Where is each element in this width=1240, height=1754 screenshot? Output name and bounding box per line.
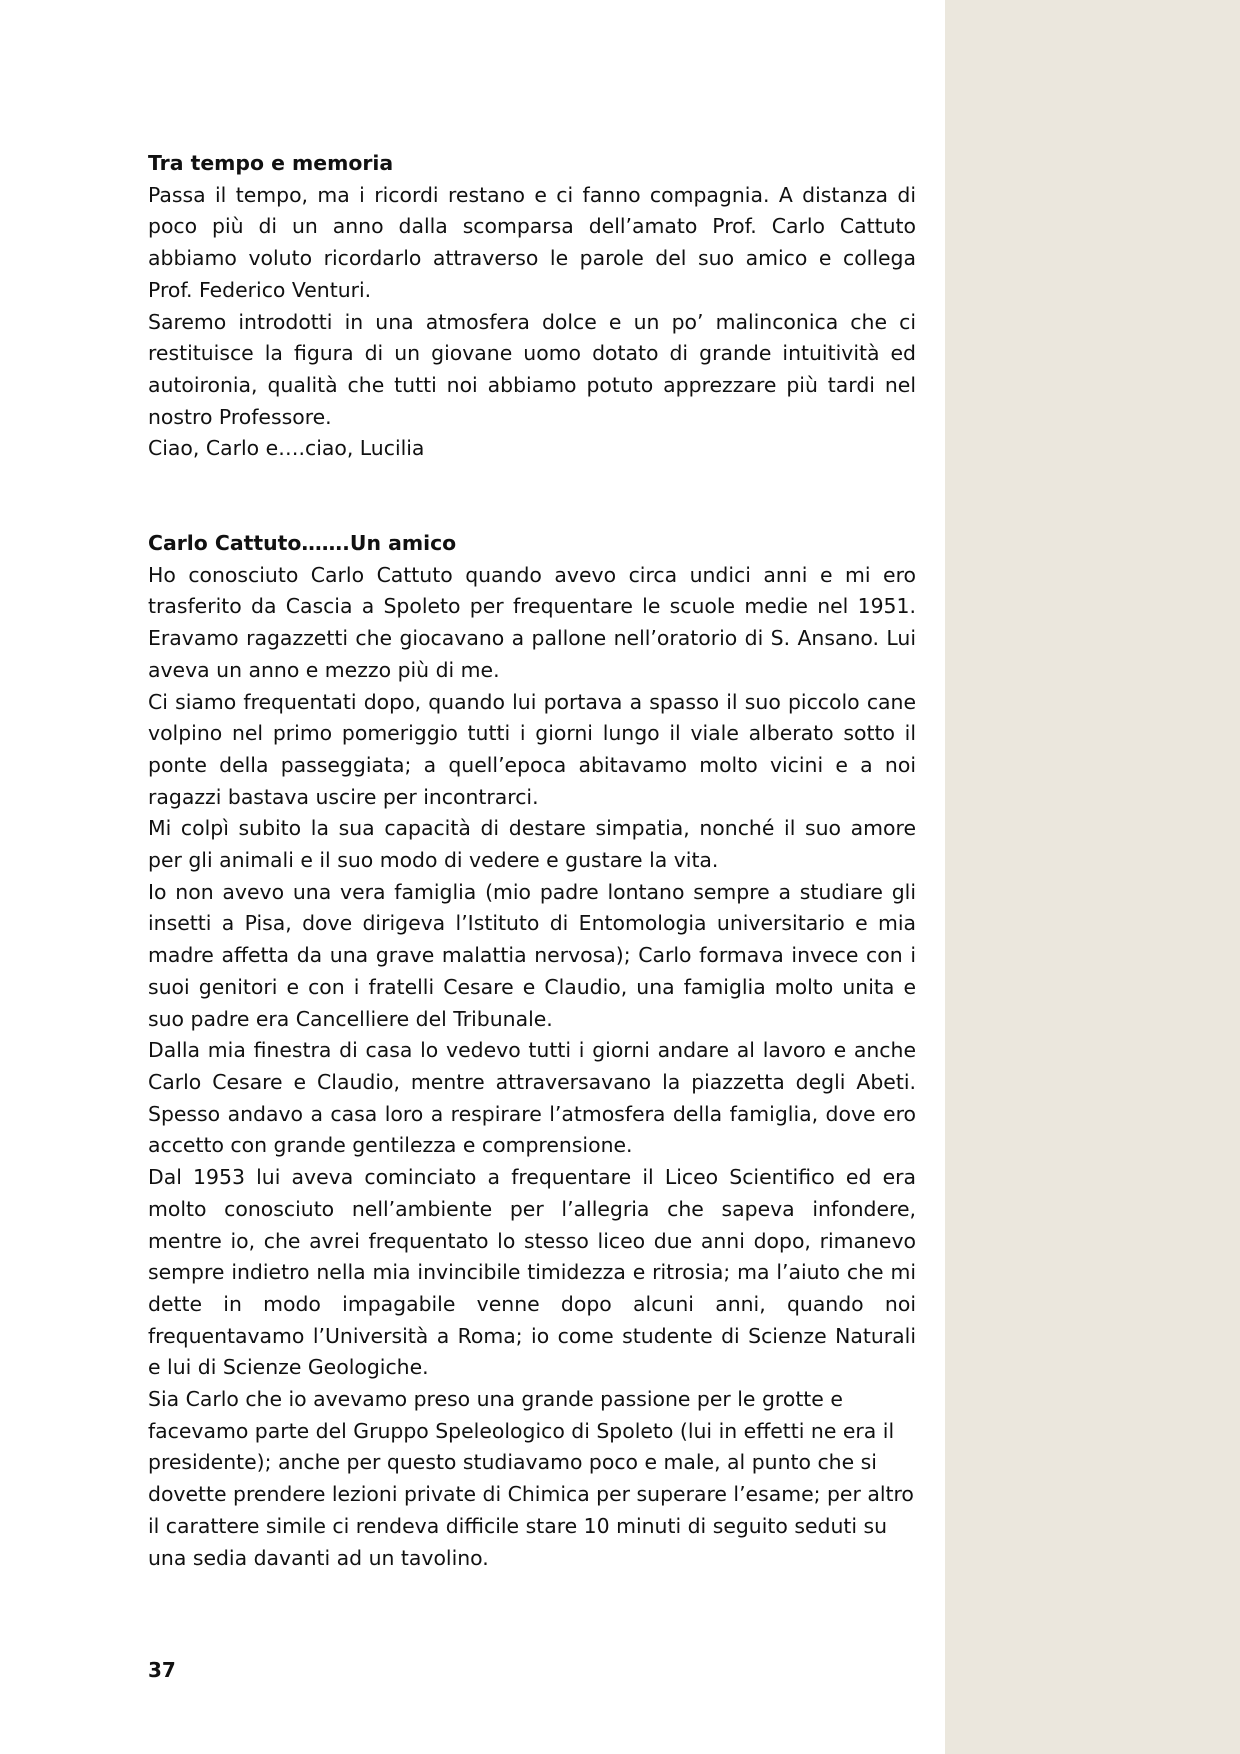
body-paragraph-1: Ho conosciuto Carlo Cattuto quando avevo circa undici anni e mi ero trasferito da Cascia a Spoleto per frequentare le scuole medie nel 1951. Eravamo ragazzetti che giocavano a pallone nell’oratorio di S. Ansano. Lui aveva un anno e mezzo più di me. bbox=[148, 562, 916, 682]
body-paragraph-5: Dalla mia finestra di casa lo vedevo tutti i giorni andare al lavoro e anche Carlo Cesare e Claudio, mentre attraversavano la piazzetta degli Abeti. Spesso andavo a casa loro a respirare l’atmosfera della famiglia, dove ero accetto con grande gentilezza e comprensione. bbox=[148, 1038, 916, 1158]
body-paragraph-2: Ci siamo frequentati dopo, quando lui portava a spasso il suo piccolo cane volpino nel primo pomeriggio tutti i giorni lungo il viale alberato sotto il ponte della passeggiata; a quell’epoca abitavamo molto vicini e a noi ragazzi bastava uscire per incontrarci. bbox=[148, 689, 916, 809]
page-number: 37 bbox=[148, 1658, 176, 1682]
section-heading-un-amico: Carlo Cattuto…….Un amico bbox=[148, 531, 457, 556]
section-heading-tempo-memoria: Tra tempo e memoria bbox=[148, 151, 394, 175]
body-paragraph-3: Mi colpì subito la sua capacità di destare simpatia, nonché il suo amore per gli animali e il suo modo di vedere e gustare la vita. bbox=[148, 816, 916, 873]
body-paragraph-7: Sia Carlo che io avevamo preso una grande passione per le grotte e facevamo parte del Gruppo Speleologico di Spoleto (lui in effetti ne era il presidente); anche per questo studiavamo poco e male, al punto che si dovette prendere lezioni private di Chimica per superare l’esame; per altro il carattere simile ci rendeva difficile stare 10 minuti di seguito seduti su una sedia davanti ad un tavolino. bbox=[148, 1387, 914, 1570]
body-paragraph-6: Dal 1953 lui aveva cominciato a frequentare il Liceo Scientifico ed era molto conosciuto nell’ambiente per l’allegria che sapeva infondere, mentre io, che avrei frequentato lo stesso liceo due anni dopo, rimanevo sempre indietro nella mia invincibile timidezza e ritrosia; ma l’aiuto che mi dette in modo impagabile venne dopo alcuni anni, quando noi frequentavamo l’Università a Roma; io come studente di Scienze Naturali e lui di Scienze Geologiche. bbox=[148, 1165, 916, 1380]
page-body bbox=[148, 148, 916, 1574]
intro-paragraph-1: Passa il tempo, ma i ricordi restano e ci fanno compagnia. A distanza di poco più di un anno dalla scomparsa dell’amato Prof. Carlo Cattuto abbiamo voluto ricordarlo attraverso le parole del suo amico e collega Prof. Federico Venturi. bbox=[148, 182, 916, 302]
side-margin-band bbox=[945, 0, 1240, 1754]
intro-paragraph-2: Saremo introdotti in una atmosfera dolce e un po’ malinconica che ci restituisce la figura di un giovane uomo dotato di grande intuitività ed autoironia, qualità che tutti noi abbiamo potuto apprezzare più tardi nel nostro Professore. bbox=[148, 309, 916, 429]
body-paragraph-4: Io non avevo una vera famiglia (mio padre lontano sempre a studiare gli insetti a Pisa, dove dirigeva l’Istituto di Entomologia universitario e mia madre affetta da una grave malattia nervosa); Carlo formava invece con i suoi genitori e con i fratelli Cesare e Claudio, una famiglia molto unita e suo padre era Cancelliere del Tribunale. bbox=[148, 879, 916, 1031]
intro-signature: Ciao, Carlo e….ciao, Lucilia bbox=[148, 436, 425, 461]
section-spacer bbox=[148, 465, 916, 528]
